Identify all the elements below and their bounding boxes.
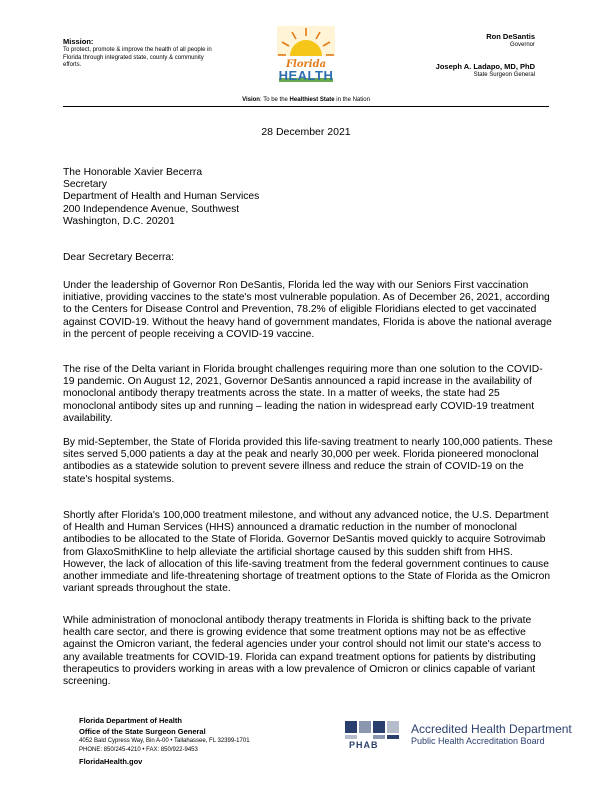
logo-word-health: HEALTH: [278, 68, 334, 83]
surgeon-general-name: Joseph A. Ladapo, MD, PhD: [435, 62, 535, 71]
mission-heading: Mission:: [63, 37, 94, 46]
governor-title: Governor: [509, 42, 535, 48]
vision-statement: [0, 97, 612, 103]
address-line: 200 Independence Avenue, Southwest: [63, 203, 240, 215]
surgeon-general-title: State Surgeon General: [473, 72, 535, 78]
body-paragraph: By mid-September, the State of Florida provided this life-saving treatment to nearly 100,000 patients. These sites served 5,000 patients a day at the peak and nearly 30,000 per week. Florida pioneered monoclonal antibodies as a statewide solution to prevent severe illness and reduce the strain of COVID-19 on the state's hospital systems.: [63, 437, 553, 485]
footer-website-link[interactable]: FloridaHealth.gov: [79, 757, 143, 766]
address-line: Department of Health and Human Services: [63, 191, 260, 203]
body-paragraph: Under the leadership of Governor Ron DeSantis, Florida led the way with our Seniors First vaccination initiative, providing vaccines to the state's most vulnerable population. As of December 26, 2021, according to the Centers for Disease Control and Prevention, 78.2% of eligible Floridians elected to get vaccinated against COVID-19. Without the heavy hand of government mandates, Florida is above the national average in the percent of people receiving a COVID-19 vaccine.: [63, 280, 552, 340]
footer-department-name: Florida Department of Health: [79, 716, 182, 725]
address-line: Secretary: [63, 179, 108, 191]
recipient-address: [63, 167, 543, 228]
footer-address: 4052 Bald Cypress Way, Bin A-00 • Tallahassee, FL 32399-1701: [79, 738, 250, 744]
header-divider: [63, 106, 549, 107]
address-line: The Honorable Xavier Becerra: [63, 167, 203, 178]
letter-date: 28 December 2021: [261, 126, 351, 138]
vision-text-pre: : To be the: [259, 97, 290, 103]
footer-office-name: Office of the State Surgeon General: [79, 727, 206, 736]
body-paragraph: Shortly after Florida's 100,000 treatment milestone, and without any advanced notice, the U.S. Department of Health and Human Services (HHS) announced a dramatic reduction in the number of monoclonal antibodies to be allocated to the State of Florida. Governor DeSantis moved quickly to acquire Sotrovimab from GlaxoSmithKline to help alleviate the artificial shortage caused by this sudden shift from HHS. However, the lack of allocation of this life-saving treatment from the federal government continues to cause another immediate and life-threatening shortage of treatment options to the State of Florida as the Omicron variant spreads throughout the state.: [63, 510, 551, 595]
phab-logo-icon: [345, 717, 407, 757]
body-paragraph: The rise of the Delta variant in Florida brought challenges requiring more than one solution to the COVID-19 pandemic. On August 12, 2021, Governor DeSantis announced a rapid increase in the availability of monoclonal antibody therapy treatments across the state. In a matter of weeks, the state had 25 monoclonal antibody sites up and running – leading the nation in widespread early COVID-19 treatment availability.: [63, 364, 543, 424]
salutation: Dear Secretary Becerra:: [63, 252, 175, 263]
footer-phone-fax: PHONE: 850/245-4210 • FAX: 850/922-9453: [79, 747, 198, 753]
vision-label: Vision: [242, 97, 260, 103]
phab-mark: PHAB: [349, 740, 379, 750]
governor-name: Ron DeSantis: [486, 32, 535, 41]
vision-text-post: in the Nation: [334, 97, 370, 103]
body-paragraph: While administration of monoclonal antibody therapy treatments in Florida is shifting back to the private health care sector, and there is growing evidence that some treatment options may not be as effective against the Omicron variant, the federal agencies under your control should not limit our state's access to any available treatments for COVID-19. Florida can expand treatment options for patients by distributing therapeutics to providers working in areas with a low prevalence of Omicron or clinics capable of variant screening.: [63, 615, 542, 688]
accreditation-title: Accredited Health Department: [411, 722, 572, 736]
vision-text-bold: Healthiest State: [289, 97, 335, 103]
address-line: Washington, D.C. 20201: [63, 215, 175, 227]
accreditation-subtitle: Public Health Accreditation Board: [411, 736, 545, 746]
mission-statement: To protect, promote & improve the health of all people in Florida through integrated state, county & community efforts.: [63, 47, 212, 69]
logo-word-florida: Florida: [285, 59, 327, 70]
